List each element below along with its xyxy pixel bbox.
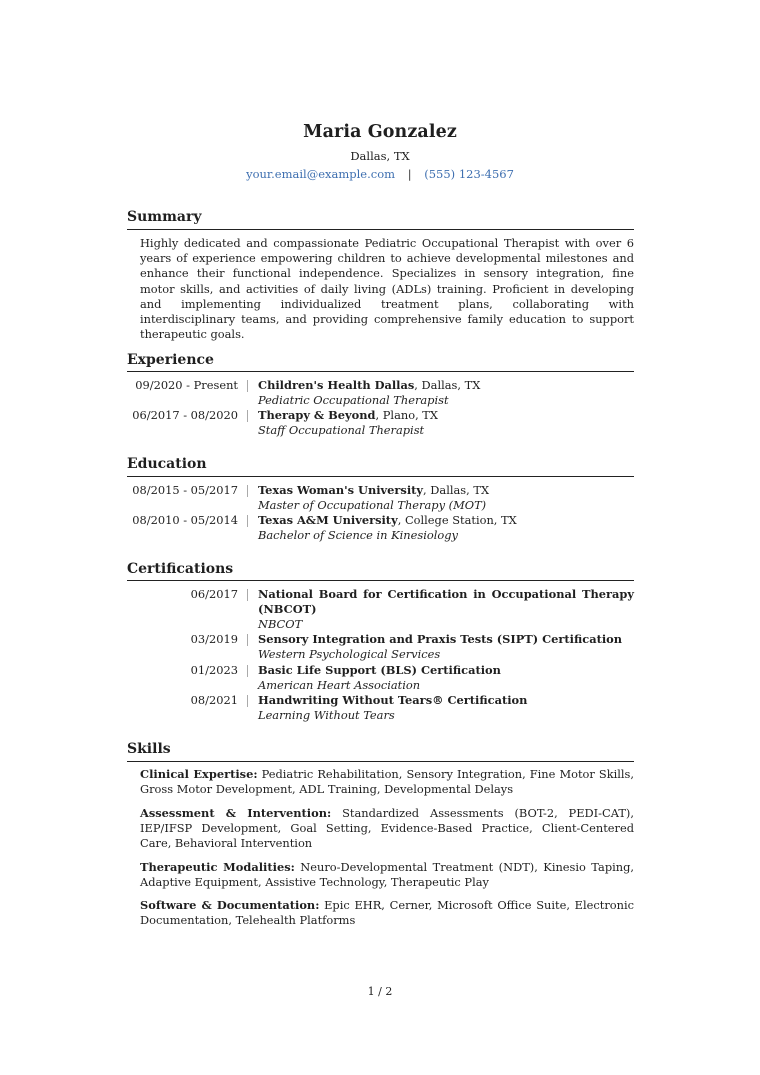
entry-body: [258, 632, 634, 662]
entry-org: Texas Woman's University: [258, 483, 424, 497]
entry-divider: [247, 665, 248, 677]
entry-date: 08/2021: [190, 693, 238, 707]
entry-date: 09/2020 - Present: [135, 378, 238, 392]
skill-group: [140, 767, 634, 797]
skill-label: Therapeutic Modalities:: [140, 860, 295, 874]
entry-body: [258, 408, 634, 438]
skill-label: Assessment & Intervention:: [140, 806, 332, 820]
email-link[interactable]: your.email@example.com: [246, 167, 396, 181]
contact-line: [0, 167, 760, 181]
entry-divider: [247, 410, 248, 422]
section-rule: [127, 476, 634, 477]
entry-body: [258, 483, 634, 513]
certification-issuer: American Heart Association: [258, 678, 421, 692]
entry-role: Staff Occupational Therapist: [258, 423, 425, 437]
entry-divider: [247, 695, 248, 707]
skill-group: [140, 860, 634, 890]
entry-degree: Bachelor of Science in Kinesiology: [258, 528, 458, 542]
skill-label: Clinical Expertise:: [140, 767, 258, 781]
skill-list: Neuro-Developmental Treatment (NDT), Kinesio Taping, Adaptive Equipment, Assistive Technology, Therapeutic Play: [140, 860, 634, 889]
contact-separator: |: [407, 167, 412, 181]
entry-date: 08/2010 - 05/2014: [132, 513, 238, 527]
entry-date: 06/2017 - 08/2020: [132, 408, 238, 422]
summary-text: Highly dedicated and compassionate Pediatric Occupational Therapist with over 6 years of experience empowering children to achieve developmental milestones and enhance their functional independence. Specializes in sensory integration, fine motor skills, and activities of daily living (ADLs) training. Proficient in developing and implementing individualized treatment plans, collaborating with interdisciplinary teams, and providing comprehensive family education to support therapeutic goals.: [140, 236, 634, 342]
entry-body: [258, 513, 634, 543]
entry-divider: [247, 485, 248, 497]
certification-name: Sensory Integration and Praxis Tests (SIPT) Certification: [258, 632, 623, 646]
entry-date: 03/2019: [190, 632, 238, 646]
entry-divider: [247, 380, 248, 392]
entry-degree: Master of Occupational Therapy (MOT): [258, 498, 487, 512]
candidate-name: Maria Gonzalez: [303, 122, 457, 142]
certification-issuer: Learning Without Tears: [258, 708, 395, 722]
section-title-experience: Experience: [127, 352, 214, 368]
entry-date: 08/2015 - 05/2017: [132, 483, 238, 497]
candidate-location: Dallas, TX: [350, 149, 410, 163]
entry-divider: [247, 589, 248, 601]
section-rule: [127, 229, 634, 230]
certification-name: National Board for Certification in Occupational Therapy (NBCOT): [258, 587, 634, 616]
section-rule: [127, 371, 634, 372]
entry-role: Pediatric Occupational Therapist: [258, 393, 449, 407]
entry-divider: [247, 634, 248, 646]
skill-list: Standardized Assessments (BOT-2, PEDI-CAT), IEP/IFSP Development, Goal Setting, Evidence-Based Practice, Client-Centered Care, Behavioral Intervention: [140, 806, 634, 850]
page-number: 1 / 2: [367, 985, 393, 998]
entry-place: , Plano, TX: [375, 408, 439, 422]
entry-place: , Dallas, TX: [414, 378, 481, 392]
skill-group: [140, 898, 634, 928]
entry-body: [258, 663, 634, 693]
section-title-certifications: Certifications: [127, 561, 234, 577]
section-title-summary: Summary: [127, 209, 202, 225]
section-rule: [127, 580, 634, 581]
entry-org: Therapy & Beyond: [258, 408, 376, 422]
entry-divider: [247, 515, 248, 527]
entry-org: Children's Health Dallas: [258, 378, 415, 392]
skill-list: Pediatric Rehabilitation, Sensory Integration, Fine Motor Skills, Gross Motor Development, ADL Training, Developmental Delays: [140, 767, 635, 796]
certification-name: Handwriting Without Tears® Certification: [258, 693, 528, 707]
skill-list: Epic EHR, Cerner, Microsoft Office Suite, Electronic Documentation, Telehealth Platforms: [140, 898, 634, 927]
entry-body: [258, 587, 634, 632]
entry-date: 06/2017: [190, 587, 238, 601]
entry-body: [258, 378, 634, 408]
section-title-skills: Skills: [127, 741, 171, 757]
entry-body: [258, 693, 634, 723]
section-rule: [127, 761, 634, 762]
certification-issuer: NBCOT: [258, 617, 303, 631]
certification-issuer: Western Psychological Services: [258, 647, 441, 661]
entry-date: 01/2023: [190, 663, 238, 677]
entry-place: , Dallas, TX: [423, 483, 490, 497]
section-title-education: Education: [127, 456, 207, 472]
certification-name: Basic Life Support (BLS) Certification: [258, 663, 501, 677]
phone-link[interactable]: (555) 123-4567: [424, 167, 514, 181]
skill-group: [140, 806, 634, 851]
entry-org: Texas A&M University: [258, 513, 398, 527]
entry-place: , College Station, TX: [397, 513, 517, 527]
skill-label: Software & Documentation:: [140, 898, 320, 912]
